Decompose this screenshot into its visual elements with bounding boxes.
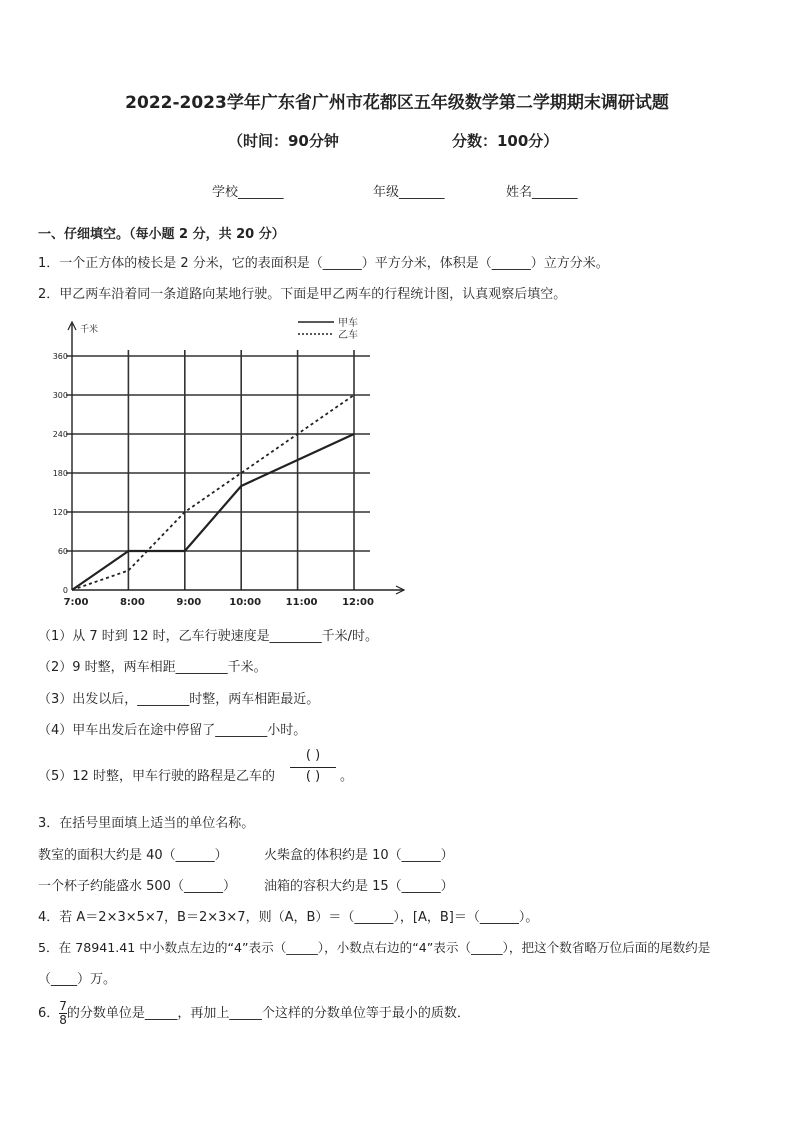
x-tick-label: 9:00 bbox=[176, 597, 202, 608]
q3-item-3: 一个杯子约能盛水 500（______） bbox=[38, 879, 236, 894]
section-heading: 一、仔细填空。（每小题 2 分，共 20 分） bbox=[38, 227, 285, 242]
q2-sub-5-end: 。 bbox=[340, 769, 354, 784]
name-field: 姓名_______ bbox=[506, 185, 578, 200]
y-axis-label: 千米 bbox=[80, 325, 99, 335]
legend-label: 甲车 bbox=[338, 318, 358, 329]
y-tick-label: 300 bbox=[52, 391, 68, 400]
x-tick-label: 12:00 bbox=[342, 597, 374, 608]
y-tick-label: 360 bbox=[52, 352, 68, 361]
q3-item-2: 火柴盒的体积约是 10（______） bbox=[264, 848, 454, 863]
q3-item-1: 教室的面积大约是 40（______） bbox=[38, 848, 228, 863]
q2-sub-5: （5）12 时整，甲车行驶的路程是乙车的 bbox=[38, 769, 275, 784]
y-tick-label: 0 bbox=[62, 586, 68, 595]
q2-sub-1: （1）从 7 时到 12 时，乙车行驶速度是________千米/时。 bbox=[38, 629, 378, 644]
legend-label: 乙车 bbox=[338, 330, 358, 341]
question-3: 3．在括号里面填上适当的单位名称。 bbox=[38, 816, 255, 831]
q2-sub-2: （2）9 时整，两车相距________千米。 bbox=[38, 660, 267, 675]
x-tick-label: 10:00 bbox=[229, 597, 262, 608]
q2-sub-4: （4）甲车出发后在途中停留了________小时。 bbox=[38, 723, 307, 738]
question-1: 1．一个正方体的棱长是 2 分米，它的表面积是（______）平方分米，体积是（______）立方分米。 bbox=[38, 256, 609, 271]
grade-field: 年级_______ bbox=[373, 185, 445, 200]
school-field: 学校_______ bbox=[212, 185, 284, 200]
x-tick-label: 11:00 bbox=[285, 597, 318, 608]
question-5-cont: （____）万。 bbox=[38, 972, 117, 987]
question-6: 6． $\frac{7}{8}$ 的分数单位是_____，再加上_____个这样的分数单位等于最小的质数． bbox=[38, 999, 470, 1027]
y-tick-label: 60 bbox=[57, 547, 68, 556]
y-tick-label: 120 bbox=[52, 508, 68, 517]
y-tick-label: 240 bbox=[52, 430, 68, 439]
fraction-7-8: $\frac{7}{8}$ bbox=[59, 999, 67, 1027]
fraction-blank: ( ) ( ) bbox=[290, 748, 336, 784]
time-info: （时间：90分钟 bbox=[228, 132, 339, 150]
x-tick-label: 8:00 bbox=[119, 597, 145, 608]
q2-sub-3: （3）出发以后，________时整，两车相距最近。 bbox=[38, 692, 320, 707]
question-4: 4．若 A＝2×3×5×7，B＝2×3×7，则（A，B）＝（______），[A，B]＝（______）。 bbox=[38, 910, 539, 925]
q3-item-4: 油箱的容积大约是 15（______） bbox=[264, 879, 454, 894]
question-5: 5．在 78941.41 中小数点左边的“4”表示（_____），小数点右边的“4”表示（_____），把这个数省略万位后面的尾数约是 bbox=[38, 940, 711, 955]
y-tick-label: 180 bbox=[52, 469, 68, 478]
travel-chart bbox=[52, 316, 416, 608]
page-title: 2022-2023学年广东省广州市花都区五年级数学第二学期期末调研试题 bbox=[125, 93, 669, 113]
x-tick-label: 7:00 bbox=[63, 597, 89, 608]
question-2: 2．甲乙两车沿着同一条道路向某地行驶。下面是甲乙两车的行程统计图，认真观察后填空。 bbox=[38, 287, 567, 302]
score-info: 分数：100分） bbox=[452, 132, 559, 150]
